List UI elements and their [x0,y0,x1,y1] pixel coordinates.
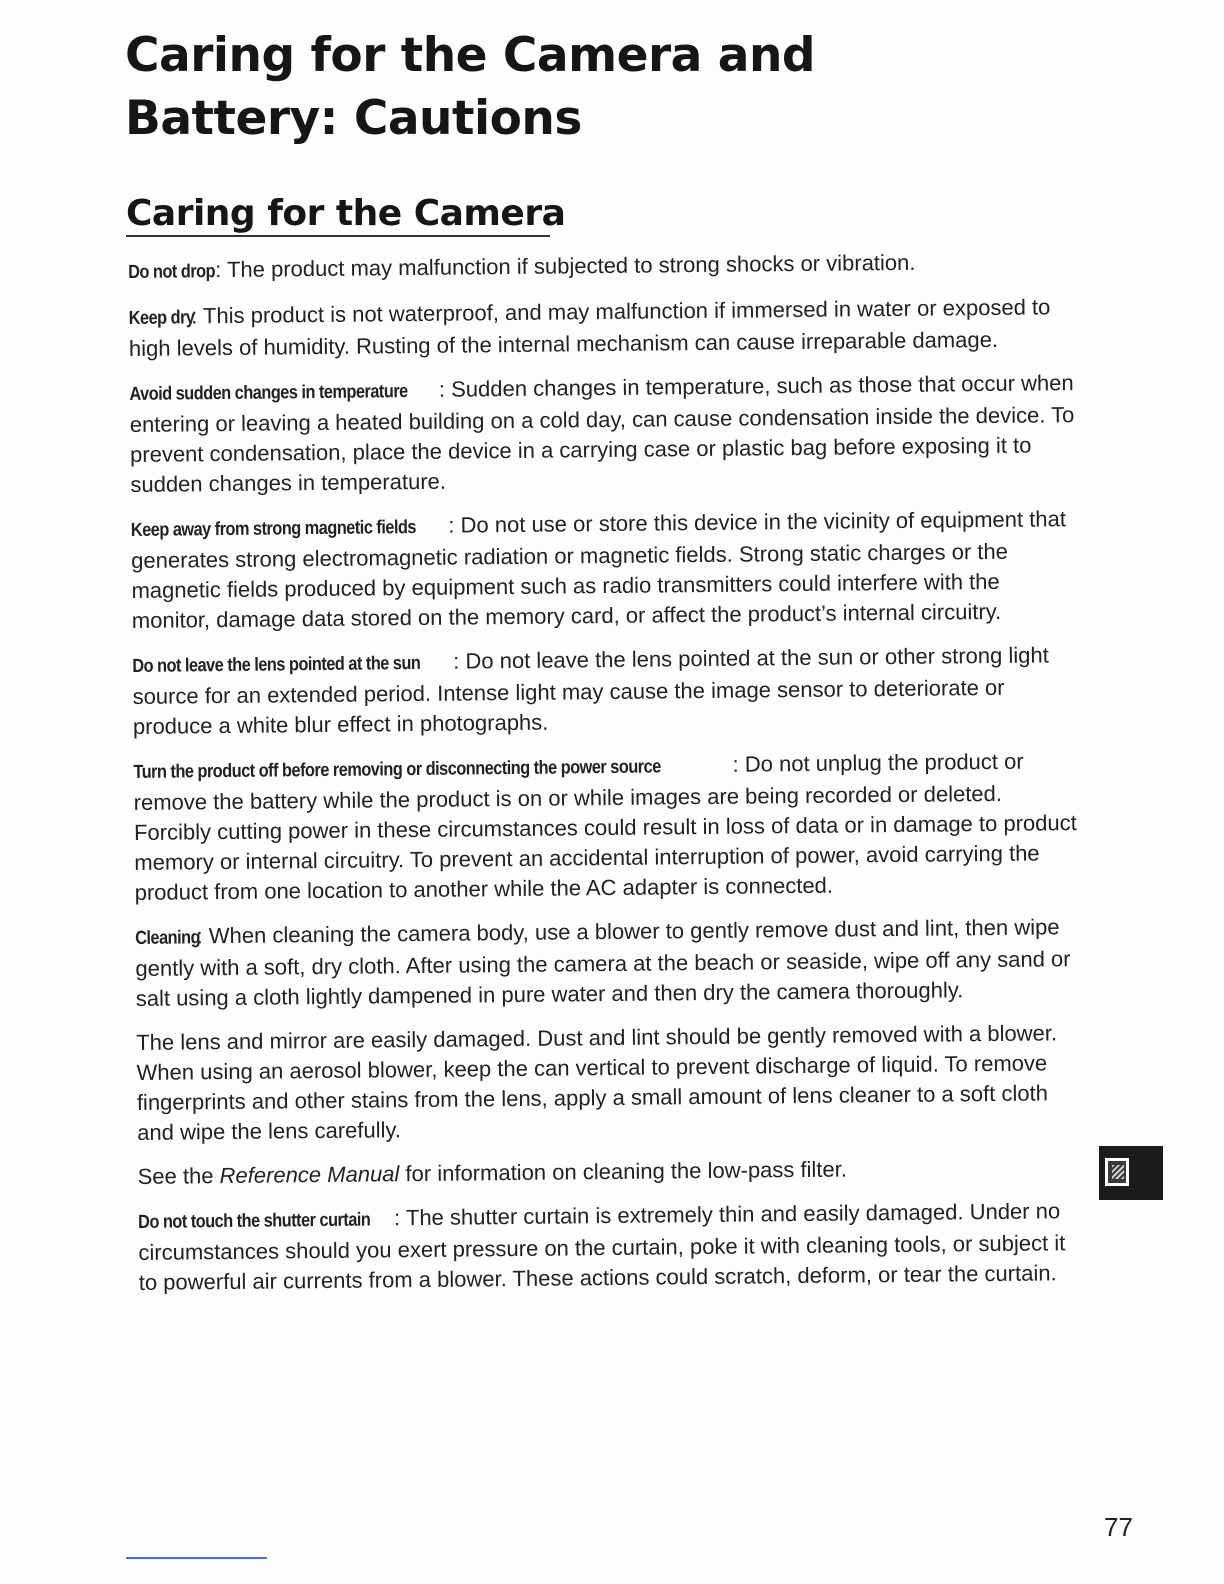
caution-term: Cleaning [135,927,201,949]
caution-text: : Sudden changes in temperature, such as those that occur when entering or leaving a heated building on a cold day, can cause condensation inside the device. To prevent condensation, place the device in a carrying case or plastic bag before exposing it to sudden changes in temperature. [129,370,1075,497]
caution-term: Do not drop [128,261,216,283]
reference-prefix: See the [137,1163,220,1189]
caution-text: : The shutter curtain is extremely thin and easily damaged. Under no circumstances should you exert pressure on the curtain, poke it with cleaning tools, or subject it to powerful air currents from a blower. These actions could scratch, deform, or tear the curtain. [138,1198,1066,1295]
caution-text: : This product is not waterproof, and may malfunction if immersed in water or exposed to high levels of humidity. Rusting of the internal mechanism can cause irreparable damage. [128,294,1051,361]
caution-temperature [129,368,1080,500]
section-heading-underline [126,235,550,237]
caution-cleaning [135,912,1086,1014]
notes-section-icon [1105,1158,1129,1186]
section-heading: Caring for the Camera [126,193,566,234]
reference-manual-note [137,1152,1087,1192]
reference-manual-title: Reference Manual [219,1161,400,1189]
caution-keep-dry [128,292,1079,364]
caution-term: Do not leave the lens pointed at the sun [132,652,421,677]
footer-rule [126,1557,267,1559]
caution-text: : The product may malfunction if subjected to strong shocks or vibration. [215,249,916,283]
caution-text: : Do not leave the lens pointed at the sun or other strong light source for an extended period. Intense light may cause the image sensor to deteriorate or produce a white blur effect in photographs. [132,642,1049,739]
page-number: 77 [1104,1512,1133,1542]
caution-do-not-drop [128,246,1078,288]
caution-list [128,246,1089,1312]
caution-term: Avoid sudden changes in temperature [129,381,408,405]
section-thumb-tab [1099,1146,1163,1200]
caution-lens-sun [132,640,1083,742]
caution-text: : Do not unplug the product or remove the battery while the product is on or while images are being recorded or deleted. Forcibly cutting power in these circumstances could result in loss of data or in damage to product memory or internal circuitry. To prevent an accidental interruption of power, avoid carrying the product from one location to another while the AC adapter is connected. [133,748,1077,905]
caution-term: Do not touch the shutter curtain [138,1209,371,1233]
caution-text: : When cleaning the camera body, use a blower to gently remove dust and lint, then wipe gently with a soft, dry cloth. After using the camera at the beach or seaside, wipe off any sand or salt using a cloth lightly dampened in pure water and then dry the camera thoroughly. [135,914,1071,1011]
caution-shutter-curtain [138,1196,1089,1298]
caution-term: Keep away from strong magnetic fields [130,517,417,541]
caution-text: : Do not use or store this device in the vicinity of equipment that generates strong electromagnetic radiation or magnetic fields. Strong static charges or the magnetic fields produced by equipment such as radio transmitters could interfere with the monitor, damage data stored on the memory card, or affect the product’s internal circuitry. [131,506,1066,633]
lens-mirror-paragraph: The lens and mirror are easily damaged. Dust and lint should be gently removed with a blower. When using an aerosol blower, keep the can vertical to prevent discharge of liquid. To remove fingerprints and other stains from the lens, apply a small amount of lens cleaner to a soft cloth and wipe the lens carefully. [136,1020,1058,1145]
page-title: Caring for the Camera and Battery: Cautions [125,28,816,146]
caution-power-source [133,746,1085,908]
caution-magnetic-fields [131,504,1082,636]
reference-suffix: for information on cleaning the low-pass filter. [399,1156,848,1187]
caution-term: Turn the product off before removing or disconnecting the power source [133,756,661,783]
caution-term: Keep dry [128,307,195,329]
